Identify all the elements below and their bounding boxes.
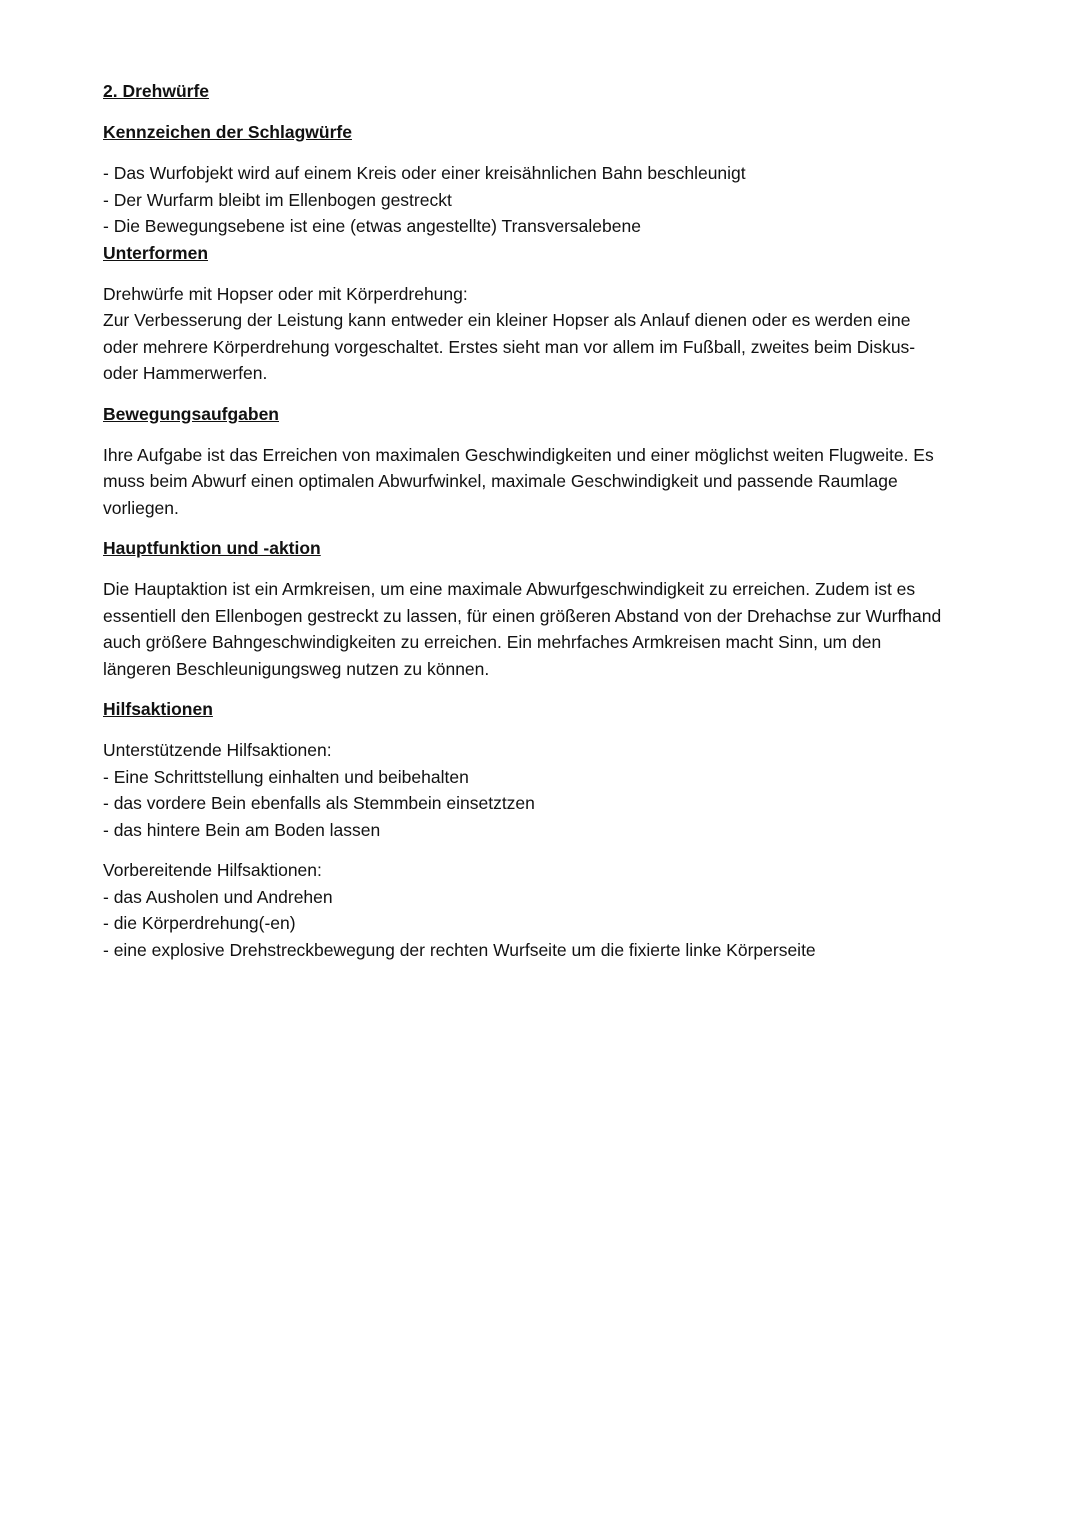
list-item: - das Ausholen und Andrehen bbox=[103, 886, 333, 907]
text-line: längeren Beschleunigungsweg nutzen zu können. bbox=[103, 658, 490, 679]
text-line: vorliegen. bbox=[103, 497, 179, 518]
list-item: - Die Bewegungsebene ist eine (etwas angestellte) Transversalebene bbox=[103, 216, 641, 236]
text-line: oder mehrere Körperdrehung vorgeschaltet. Erstes sieht man vor allem im Fußball, zweites beim Diskus- bbox=[103, 336, 916, 357]
unterformen-paragraph bbox=[103, 281, 1003, 387]
list-item: - Das Wurfobjekt wird auf einem Kreis oder einer kreisähnlichen Bahn beschleunigt bbox=[103, 163, 746, 183]
section-heading-unterformen: Unterformen bbox=[103, 242, 209, 263]
text-line: Ihre Aufgabe ist das Erreichen von maximalen Geschwindigkeiten und einer möglichst weiten Flugweite. Es bbox=[103, 444, 934, 465]
list-item: - die Körperdrehung(-en) bbox=[103, 913, 296, 933]
section-heading-hauptfunktion: Hauptfunktion und -aktion bbox=[103, 538, 321, 558]
list-item: - das hintere Bein am Boden lassen bbox=[103, 819, 381, 840]
text-line: muss beim Abwurf einen optimalen Abwurfwinkel, maximale Geschwindigkeit und passende Raumlage bbox=[103, 471, 898, 491]
document-page bbox=[103, 78, 1003, 977]
text-line: oder Hammerwerfen. bbox=[103, 363, 268, 383]
hauptfunktion-paragraph bbox=[103, 576, 1003, 682]
subsection-label: Vorbereitende Hilfsaktionen: bbox=[103, 860, 322, 880]
text-line: Drehwürfe mit Hopser oder mit Körperdrehung: bbox=[103, 283, 468, 304]
list-item: - das vordere Bein ebenfalls als Stemmbein einsetztzen bbox=[103, 793, 535, 813]
vorbereitende-hilfsaktionen bbox=[103, 857, 1003, 963]
section-heading-hilfsaktionen: Hilfsaktionen bbox=[103, 699, 213, 719]
unterstuetzende-hilfsaktionen bbox=[103, 737, 1003, 843]
section-heading-kennzeichen: Kennzeichen der Schlagwürfe bbox=[103, 122, 352, 142]
text-line: auch größere Bahngeschwindigkeiten zu erreichen. Ein mehrfaches Armkreisen macht Sinn, um den bbox=[103, 632, 882, 652]
section-heading-bewegungsaufgaben: Bewegungsaufgaben bbox=[103, 403, 279, 424]
document-title: 2. Drehwürfe bbox=[103, 81, 209, 101]
kennzeichen-list bbox=[103, 160, 1003, 240]
subsection-label: Unterstützende Hilfsaktionen: bbox=[103, 740, 332, 760]
bewegungsaufgaben-paragraph bbox=[103, 442, 1003, 522]
text-line: Die Hauptaktion ist ein Armkreisen, um eine maximale Abwurfgeschwindigkeit zu erreichen. Zudem ist es bbox=[103, 579, 916, 599]
list-item: - Der Wurfarm bleibt im Ellenbogen gestreckt bbox=[103, 189, 452, 210]
list-item: - Eine Schrittstellung einhalten und beibehalten bbox=[103, 766, 469, 787]
list-item: - eine explosive Drehstreckbewegung der rechten Wurfseite um die fixierte linke Körperseite bbox=[103, 939, 816, 960]
text-line: Zur Verbesserung der Leistung kann entweder ein kleiner Hopser als Anlauf dienen oder es werden eine bbox=[103, 310, 911, 330]
text-line: essentiell den Ellenbogen gestreckt zu lassen, für einen größeren Abstand von der Drehachse zur Wurfhand bbox=[103, 605, 942, 626]
